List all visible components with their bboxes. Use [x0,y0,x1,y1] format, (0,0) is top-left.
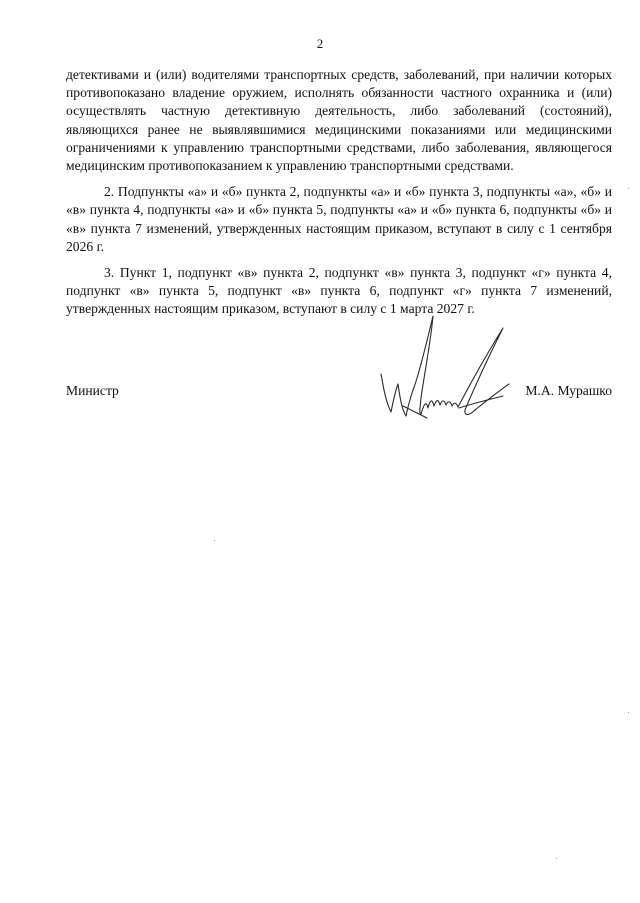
paragraph-continuation: детективами и (или) водителями транспортных средств, заболеваний, при наличии которых противопоказано владение оружием, исполнять обязанности частного охранника и (или) осуществлять частную детективную деятельность, либо заболеваний (состояний), являющихся ранее не выявлявшимися медицинскими показаниями или медицинскими ограничениями к управлению транспортными средствами, либо заболевания, являющегося медицинским противопоказанием к управлению транспортными средствами. [66,67,612,174]
scan-speck [628,712,629,713]
scan-speck [556,858,557,859]
paragraph-item-2: 2. Подпункты «а» и «б» пункта 2, подпункты «а» и «б» пункта 3, подпункты «а», «б» и «в» пункта 4, подпункты «а» и «б» пункта 5, подпункты «а» и «б» пункта 6, подпункты «б» и «в» пункта 7 изменений, утвержденных настоящим приказом, вступают в силу с 1 сентября 2026 г. [66,184,612,254]
position-title: Министр [66,383,119,398]
signer-name: М.А. Мурашко [525,383,612,398]
scan-speck [214,540,215,541]
handwritten-signature [375,310,525,440]
document-body [66,66,612,327]
page-number: 2 [316,36,324,51]
signature-row [66,383,612,405]
scan-speck [628,188,629,189]
paragraph-item-3: 3. Пункт 1, подпункт «в» пункта 2, подпункт «в» пункта 3, подпункт «г» пункта 4, подпункт «в» пункта 5, подпункт «в» пункта 6, подпункт «г» пункта 7 изменений, утвержденных настоящим приказом, вступают в силу с 1 марта 2027 г. [66,265,612,317]
